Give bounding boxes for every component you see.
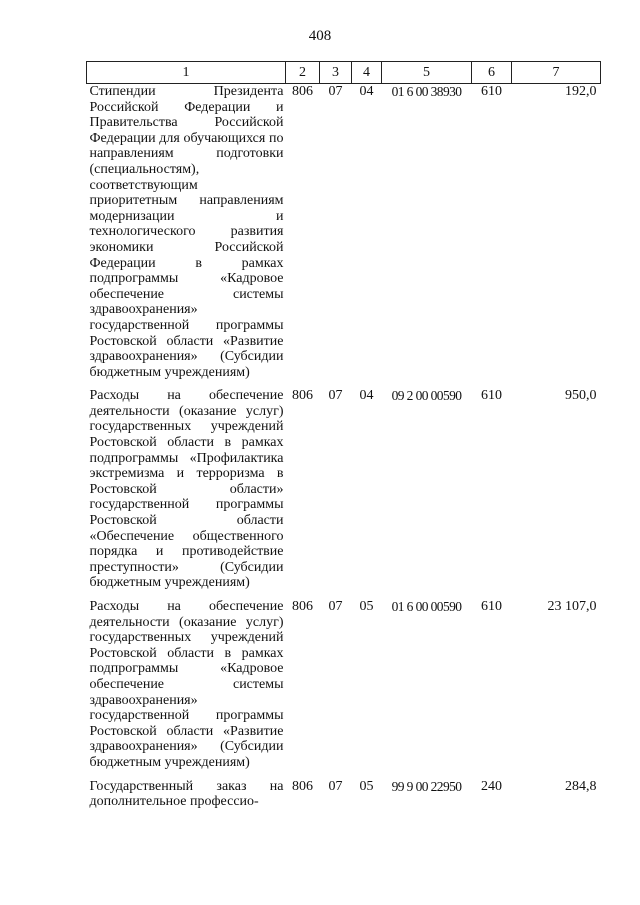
- row-ministry-code: 806: [292, 84, 313, 99]
- row-section-code: 07: [328, 778, 343, 794]
- row-target-article: 01 6 00 38930: [391, 84, 462, 99]
- column-header-2: 2: [286, 62, 320, 84]
- row-description: Расходы на обеспечение деятельности (оказание услуг) государственных учреждений Ростовской области в рамках подпрограммы «Кадровое обеспечение системы здравоохранения» государственной программы Ростовской области «Развитие здравоохранения» (Субсидии бюджетным учреждениям): [89, 599, 284, 770]
- table-row: [87, 599, 601, 779]
- row-subsection-code: 04: [359, 388, 374, 404]
- row-amount: 23 107,0: [547, 599, 597, 614]
- column-header-6: 6: [472, 62, 512, 84]
- row-section-code: 07: [328, 599, 343, 614]
- row-expense-type: 610: [481, 388, 502, 404]
- row-ministry-code: 806: [292, 778, 313, 794]
- row-expense-type: 610: [481, 599, 502, 614]
- row-amount: 284,8: [565, 778, 597, 794]
- table-row: [87, 388, 601, 599]
- row-section-code: 07: [328, 388, 343, 404]
- page-number: 408: [308, 28, 332, 44]
- row-expense-type: 240: [481, 778, 502, 794]
- row-ministry-code: 806: [292, 599, 313, 614]
- row-description: Расходы на обеспечение деятельности (оказание услуг) государственных учреждений Ростовской области в рамках подпрограммы «Профилактика экстремизма и терроризма в Ростовской области» государственной программы Ростовской области «Обеспечение общественного порядка и противодействие преступности» (Субсидии бюджетным учреждениям): [89, 388, 284, 591]
- column-header-5: 5: [382, 62, 472, 84]
- row-target-article: 01 6 00 00590: [391, 599, 462, 614]
- row-subsection-code: 04: [359, 84, 374, 99]
- row-expense-type: 610: [481, 84, 502, 99]
- row-amount: 192,0: [565, 84, 597, 99]
- row-subsection-code: 05: [359, 778, 374, 794]
- row-ministry-code: 806: [292, 388, 313, 404]
- row-target-article: 09 2 00 00590: [391, 388, 462, 404]
- table-header: [87, 62, 601, 84]
- table-body: [87, 84, 601, 818]
- column-header-4: 4: [352, 62, 382, 84]
- row-description: Стипендии Президента Российской Федерации и Правительства Российской Федерации для обучающихся по направлениям подготовки (специальностям), соответствующим приоритетным направлениям модернизации и технологического развития экономики Российской Федерации в рамках подпрограммы «Кадровое обеспечение системы здравоохранения» государственной программы Ростовской области «Развитие здравоохранения» (Субсидии бюджетным учреждениям): [89, 84, 284, 380]
- table-row: [87, 84, 601, 389]
- row-amount: 950,0: [565, 388, 597, 404]
- table-row: [87, 779, 601, 818]
- column-header-7: 7: [512, 62, 601, 84]
- budget-table: [86, 61, 601, 818]
- row-subsection-code: 05: [359, 599, 374, 614]
- column-header-3: 3: [320, 62, 352, 84]
- row-target-article: 99 9 00 22950: [391, 778, 462, 794]
- column-header-1: 1: [87, 62, 286, 84]
- row-section-code: 07: [328, 84, 343, 99]
- row-description: Государственный заказ на дополнительное профессио-: [89, 778, 284, 810]
- header-row: [87, 62, 601, 84]
